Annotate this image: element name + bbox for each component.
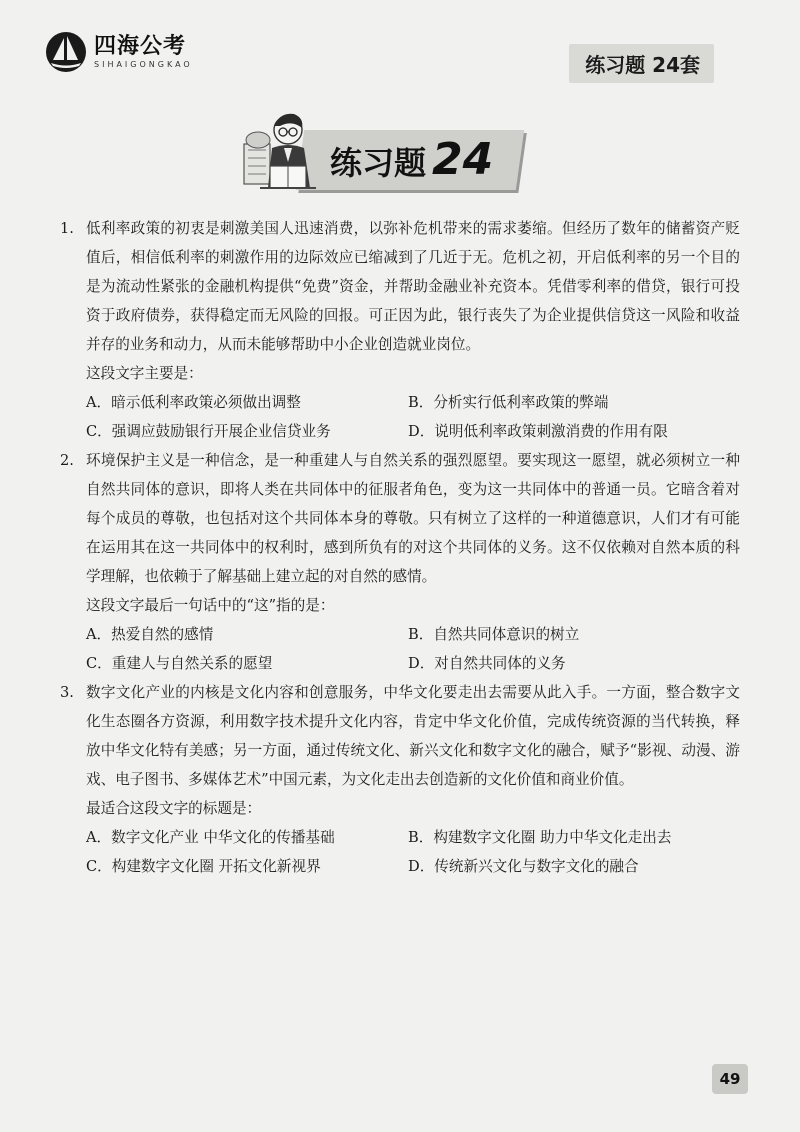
question-number: 1. [60, 220, 74, 237]
publisher-logo [44, 30, 193, 74]
question-2 [60, 446, 740, 678]
option-d: D．对自然共同体的义务 [408, 655, 566, 672]
question-prompt: 这段文字最后一句话中的“这”指的是： [86, 597, 335, 614]
question-number: 2. [60, 452, 74, 469]
question-1 [60, 214, 740, 446]
sailboat-logo-icon [44, 30, 88, 74]
option-a: A．数字文化产业 中华文化的传播基础 [86, 829, 335, 846]
option-b: B．自然共同体意识的树立 [408, 626, 580, 643]
option-a: A．暗示低利率政策必须做出调整 [86, 394, 301, 411]
page-title-number: 24 [432, 134, 494, 185]
title-banner [240, 104, 530, 200]
answer-options [86, 388, 740, 446]
question-passage: 低利率政策的初衷是刺激美国人迅速消费，以弥补危机带来的需求萎缩。但经历了数年的储蓄资产贬值后，相信低利率的刺激作用的边际效应已缩减到了几近于无。危机之初，开启低利率的另一个目的是为流动性紧张的金融机构提供“免费”资金，并帮助金融业补充资本。凭借零利率的借贷，银行可投资于政府债券，获得稳定而无风险的回报。可正因为此，银行丧失了为企业提供信贷这一风险和收益并存的业务和动力，从而未能够帮助中小企业创造就业岗位。 [86, 220, 740, 353]
question-3 [60, 678, 740, 881]
page-title-text: 练习题 [330, 144, 427, 182]
answer-options [86, 620, 740, 678]
header-set-label: 练习题 24套 [569, 44, 714, 83]
answer-options [86, 823, 740, 881]
logo-name-cn: 四海公考 [94, 34, 187, 59]
option-c: C．强调应鼓励银行开展企业信贷业务 [86, 423, 331, 440]
option-d: D．传统新兴文化与数字文化的融合 [408, 858, 639, 875]
option-a: A．热爱自然的感情 [86, 626, 214, 643]
option-d: D．说明低利率政策刺激消费的作用有限 [408, 423, 668, 440]
page-title [330, 130, 493, 190]
option-c: C．构建数字文化圈 开拓文化新视界 [86, 858, 321, 875]
page-number: 49 [712, 1064, 748, 1094]
question-prompt: 这段文字主要是： [86, 365, 203, 382]
option-c: C．重建人与自然关系的愿望 [86, 655, 273, 672]
option-b: B．分析实行低利率政策的弊端 [408, 394, 609, 411]
option-b: B．构建数字文化圈 助力中华文化走出去 [408, 829, 672, 846]
question-passage: 数字文化产业的内核是文化内容和创意服务，中华文化要走出去需要从此入手。一方面，整合数字文化生态圈各方资源，利用数字技术提升文化内容，肯定中华文化价值，完成传统资源的当代转换，释放中华文化特有美感；另一方面，通过传统文化、新兴文化和数字文化的融合，赋予“影视、动漫、游戏、电子图书、多媒体艺术”中国元素，为文化走出去创造新的文化价值和商业价值。 [86, 684, 740, 788]
question-passage: 环境保护主义是一种信念，是一种重建人与自然关系的强烈愿望。要实现这一愿望，就必须树立一种自然共同体的意识，即将人类在共同体中的征服者角色，变为这一共同体中的普通一员。它暗含着对每个成员的尊敬，也包括对这个共同体本身的尊敬。只有树立了这样的一种道德意识，人们才有可能在运用其在这一共同体中的权利时，感到所负有的对这个共同体的义务。这不仅依赖对自然本质的科学理解，也依赖于了解基础上建立起的对自然的感情。 [86, 452, 740, 585]
question-number: 3. [60, 684, 74, 701]
logo-name-en: SIHAIGONGKAO [94, 60, 193, 69]
question-prompt: 最适合这段文字的标题是： [86, 800, 262, 817]
cartoon-reader-icon [240, 104, 326, 196]
